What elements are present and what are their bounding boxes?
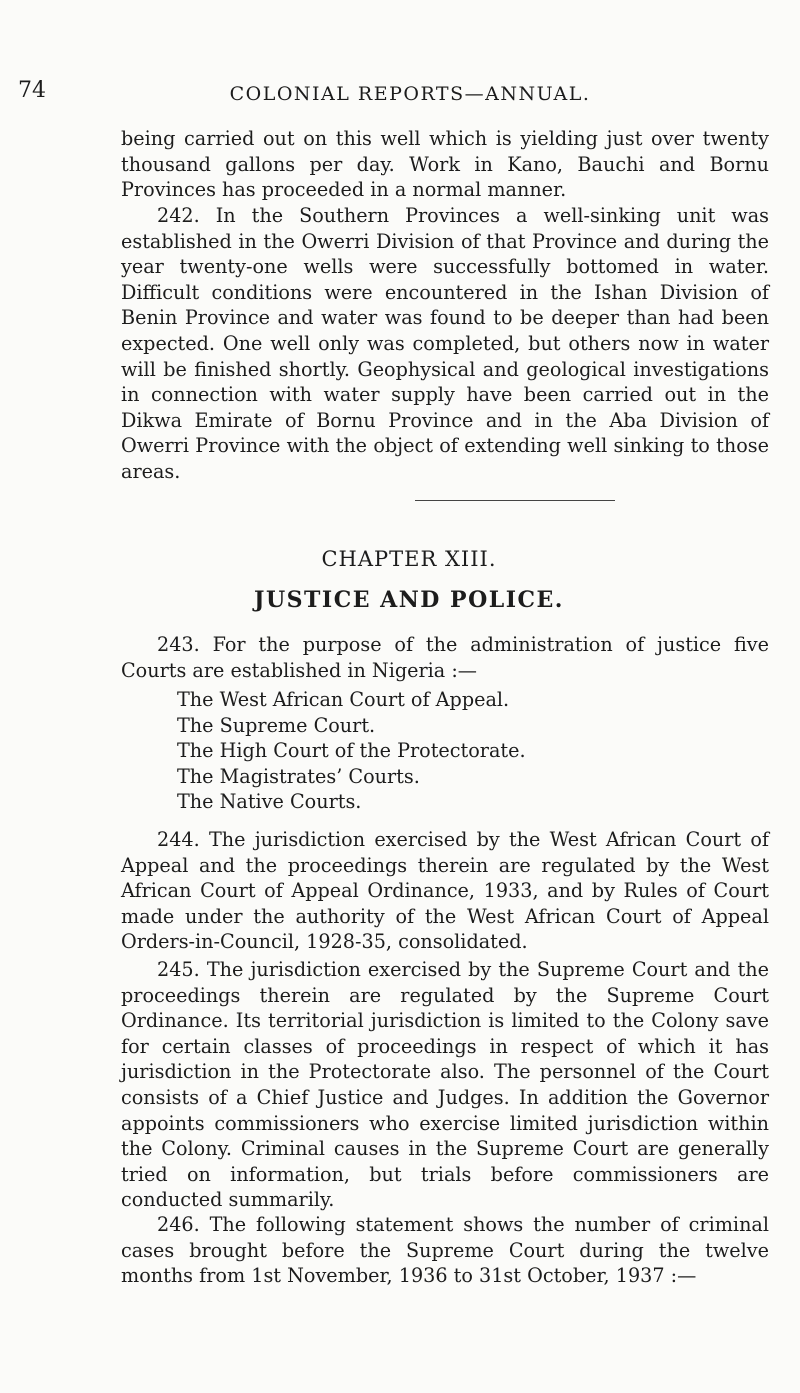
paragraph-246 [121, 1212, 769, 1289]
paragraph-244 [121, 827, 769, 955]
paragraph-text: 246. The following statement shows the number of criminal cases brought before the Supreme Court during the twelve months from 1st November, 1936 to 31st October, 1937 :— [121, 1213, 769, 1288]
paragraph-text: being carried out on this well which is yielding just over twenty thousand gallons per day. Work in Kano, Bauchi and Bornu Provinces has proceeded in a normal manner. [121, 127, 769, 202]
page-number: 74 [18, 78, 46, 103]
paragraph-text: 242. In the Southern Provinces a well-sinking unit was established in the Owerri Division of that Province and during the year twenty-one wells were successfully bottomed in water. Difficult conditions were encountered in the Ishan Division of Benin Province and water was found to be deeper than had been expected. One well only was completed, but others now in water will be finished shortly. Geophysical and geological investigations in connection with water supply have been carried out in the Dikwa Emirate of Bornu Province and in the Aba Division of Owerri Province with the object of extending well sinking to those areas. [121, 204, 769, 483]
paragraph-text: 244. The jurisdiction exercised by the West African Court of Appeal and the proceedings therein are regulated by the West African Court of Appeal Ordinance, 1933, and by Rules of Court made under the authority of the West African Court of Appeal Orders-in-Council, 1928-35, consolidated. [121, 828, 769, 954]
section-divider [415, 500, 615, 501]
paragraph-text: 245. The jurisdiction exercised by the Supreme Court and the proceedings therein are regulated by the Supreme Court Ordinance. Its territorial jurisdiction is limited to the Colony save for certain classes of proceedings in respect of which it has jurisdiction in the Protectorate also. The personnel of the Court consists of a Chief Justice and Judges. In addition the Governor appoints commissioners who exercise limited jurisdiction within the Colony. Criminal causes in the Supreme Court are generally tried on information, but trials before commissioners are conducted summarily. [121, 958, 769, 1212]
list-item: The High Court of the Protectorate. [177, 739, 526, 763]
list-item: The West African Court of Appeal. [177, 688, 510, 711]
paragraph-243 [121, 632, 769, 683]
chapter-title: JUSTICE AND POLICE. [254, 587, 564, 613]
continued-paragraph [121, 126, 769, 203]
paragraph-245 [121, 957, 769, 1213]
running-title: COLONIAL REPORTS—ANNUAL. [229, 83, 591, 105]
list-item: The Native Courts. [177, 790, 362, 814]
paragraph-text: 243. For the purpose of the administration of justice five Courts are established in Nigeria :— [121, 633, 769, 682]
chapter-heading: CHAPTER XIII. [321, 547, 497, 571]
paragraph-242 [121, 203, 769, 485]
courts-list [177, 687, 526, 815]
list-item: The Magistrates’ Courts. [177, 764, 420, 788]
list-item: The Supreme Court. [177, 713, 376, 737]
